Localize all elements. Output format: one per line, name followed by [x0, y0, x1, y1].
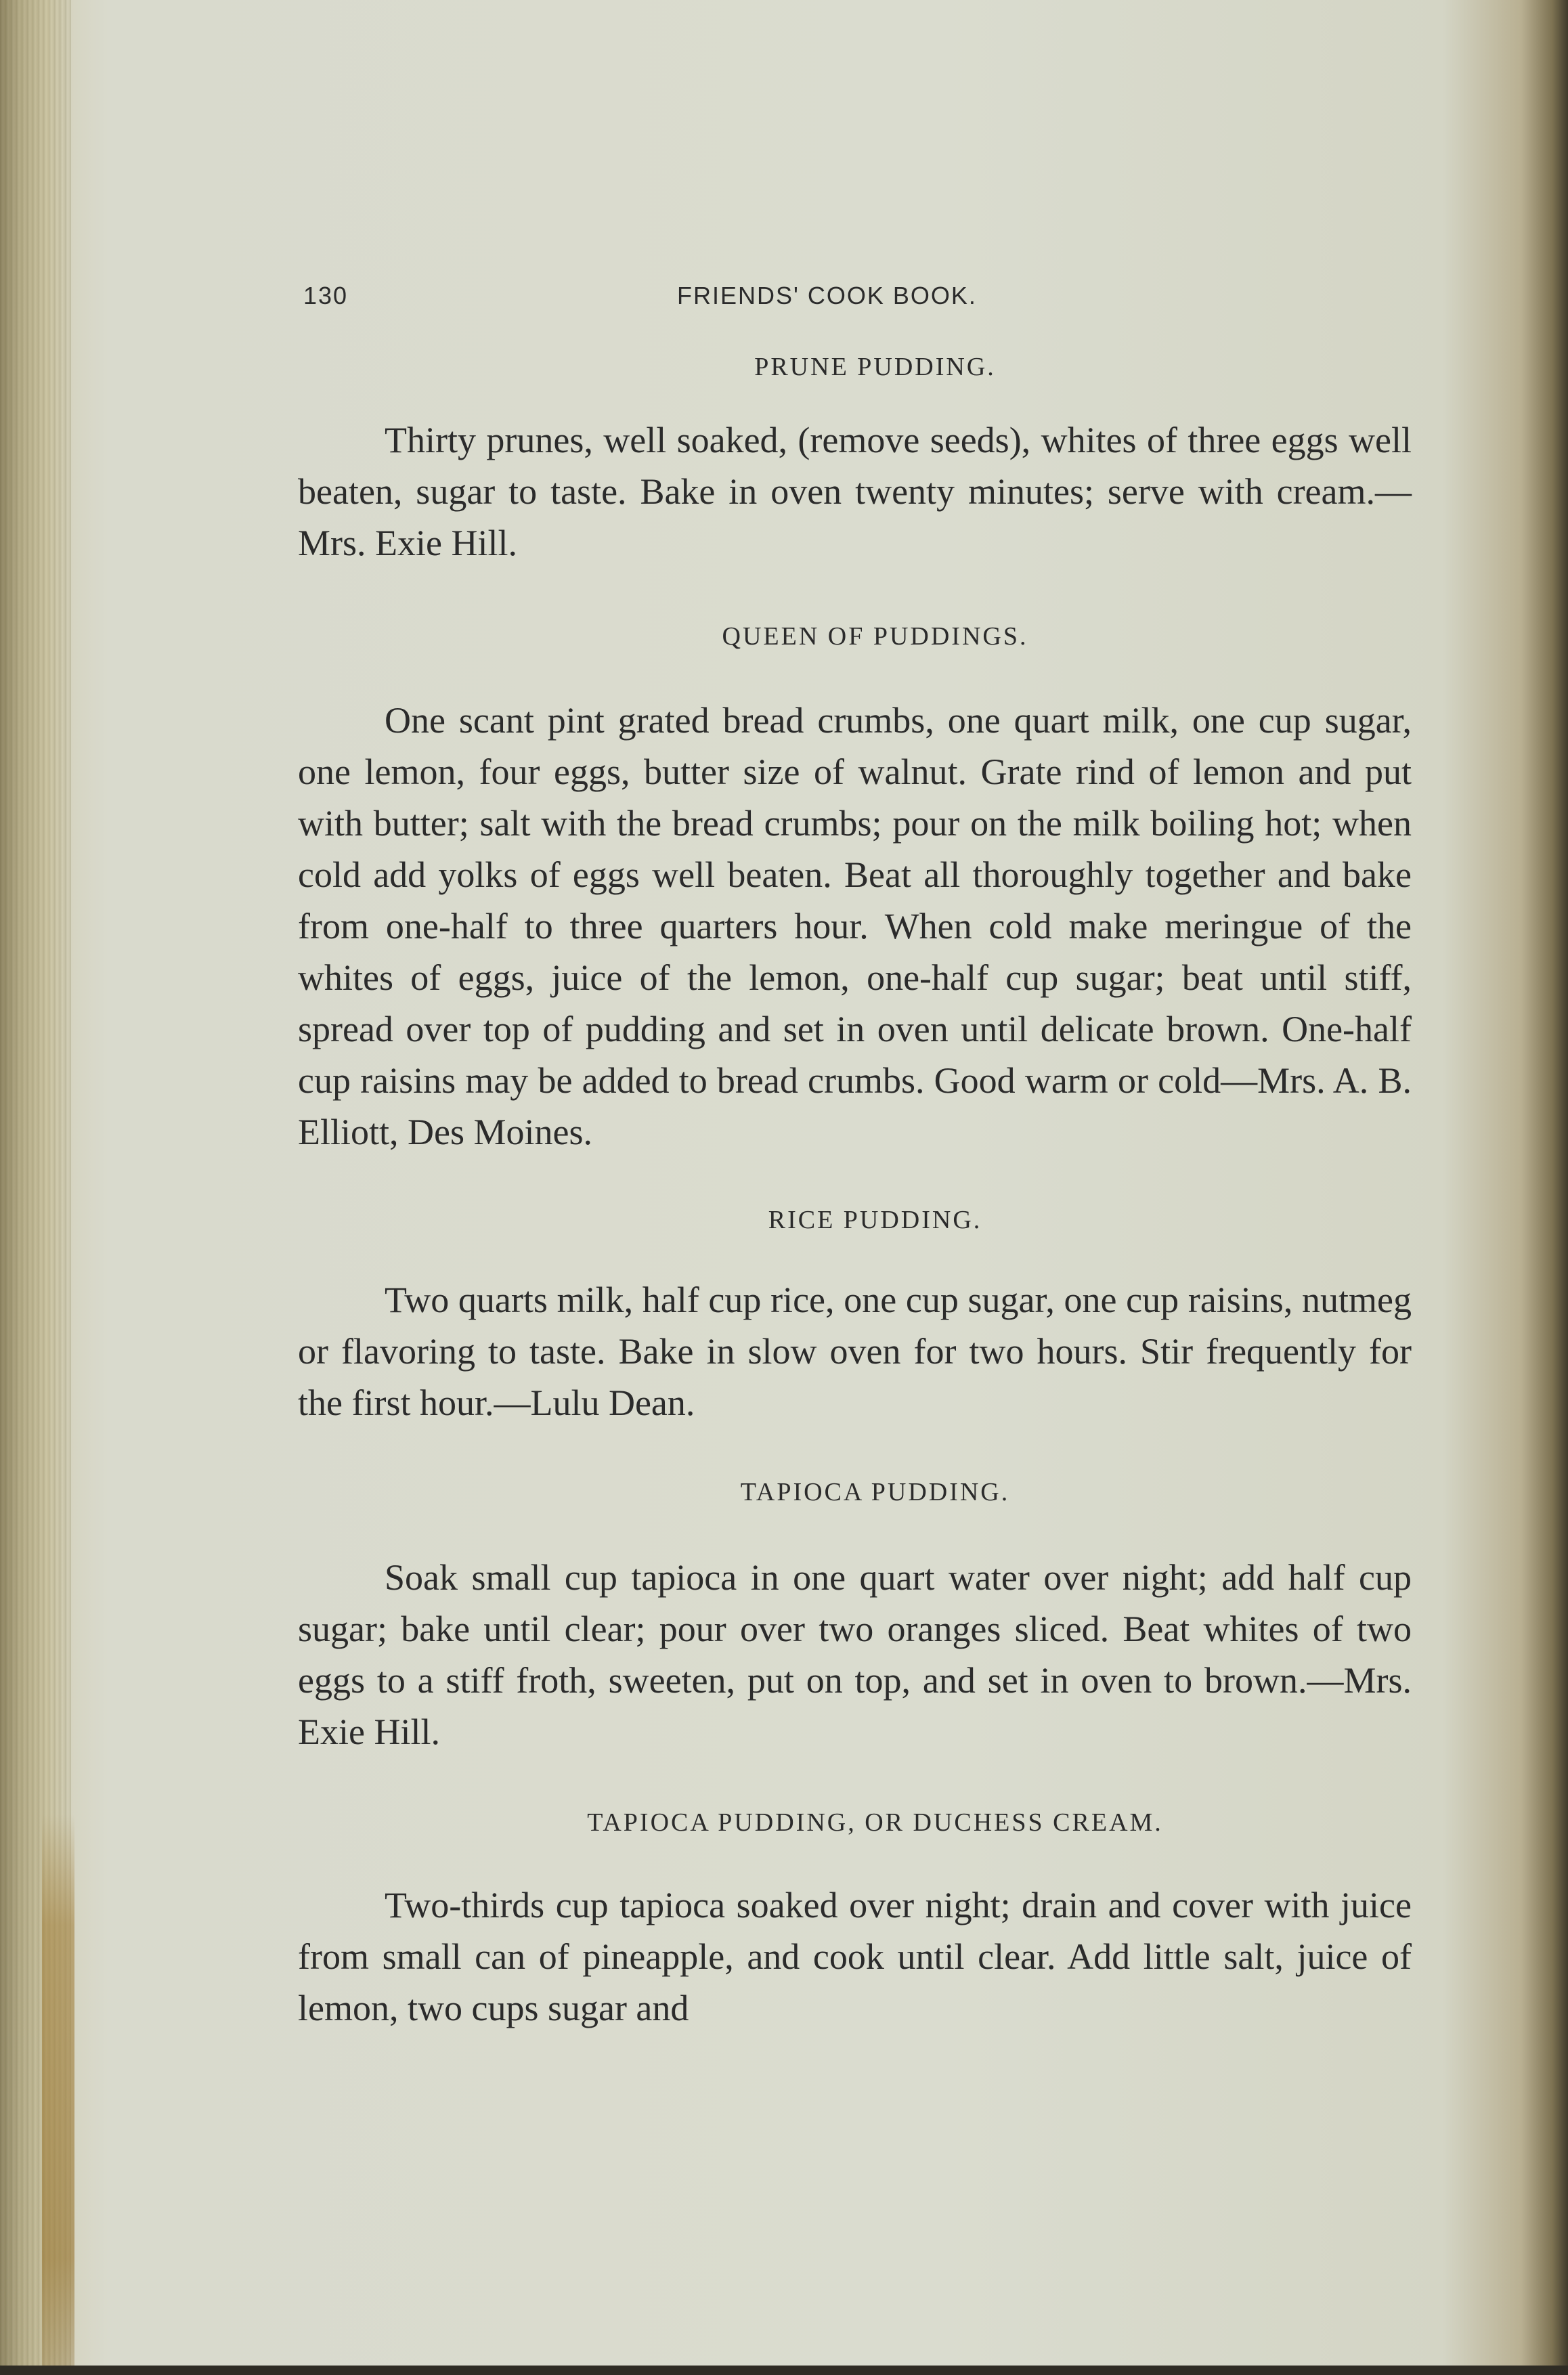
recipe-text-prune-pudding: Thirty prunes, well soaked, (remove seeds), whites of three eggs well beaten, sugar to taste. Bake in oven twenty minutes; serve with cream.—Mrs. Exie Hill. — [298, 420, 1412, 563]
book-edge — [0, 2366, 1568, 2375]
recipe-title-queen-of-puddings: QUEEN OF PUDDINGS. — [722, 622, 1028, 651]
recipe-title-duchess-cream: TAPIOCA PUDDING, OR DUCHESS CREAM. — [587, 1808, 1163, 1837]
recipe-title-rice-pudding: RICE PUDDING. — [768, 1206, 982, 1234]
recipe-text-queen-of-puddings: One scant pint grated bread crumbs, one quart milk, one cup sugar, one lemon, four eggs, butter size of walnut. Grate rind of lemon and put with butter; salt with the bread crumbs; pour on the milk boiling hot; when cold add yolks of eggs well beaten. Beat all thoroughly together and bake from one-half to three quarters hour. When cold make meringue of the whites of eggs, juice of the lemon, one-half cup sugar; beat until stiff, spread over top of pudding and set in oven until delicate brown. One-half cup raisins may be added to bread crumbs. Good warm or cold—Mrs. A. B. Elliott, Des Moines. — [298, 700, 1412, 1152]
book-title: FRIENDS' COOK BOOK. — [677, 282, 977, 309]
page-content — [298, 271, 1412, 2034]
paper-stain — [42, 1814, 74, 2370]
recipe-text-tapioca-pudding: Soak small cup tapioca in one quart water over night; add half cup sugar; bake until clear; pour over two oranges sliced. Beat whites of two eggs to a stiff froth, sweeten, put on top, and set in oven to brown.—Mrs. Exie Hill. — [298, 1557, 1412, 1752]
recipe-title-prune-pudding: PRUNE PUDDING. — [754, 353, 996, 381]
page-number: 130 — [303, 282, 349, 309]
recipe-title-tapioca-pudding: TAPIOCA PUDDING. — [740, 1478, 1010, 1506]
recipe-text-duchess-cream: Two-thirds cup tapioca soaked over night; drain and cover with juice from small can of pineapple, and cook until clear. Add little salt, juice of lemon, two cups sugar and — [298, 1885, 1412, 2028]
running-head — [298, 271, 1412, 325]
recipe-text-rice-pudding: Two quarts milk, half cup rice, one cup sugar, one cup raisins, nutmeg or flavoring to taste. Bake in slow oven for two hours. Stir frequently for the first hour.—Lulu Dean. — [298, 1280, 1412, 1423]
